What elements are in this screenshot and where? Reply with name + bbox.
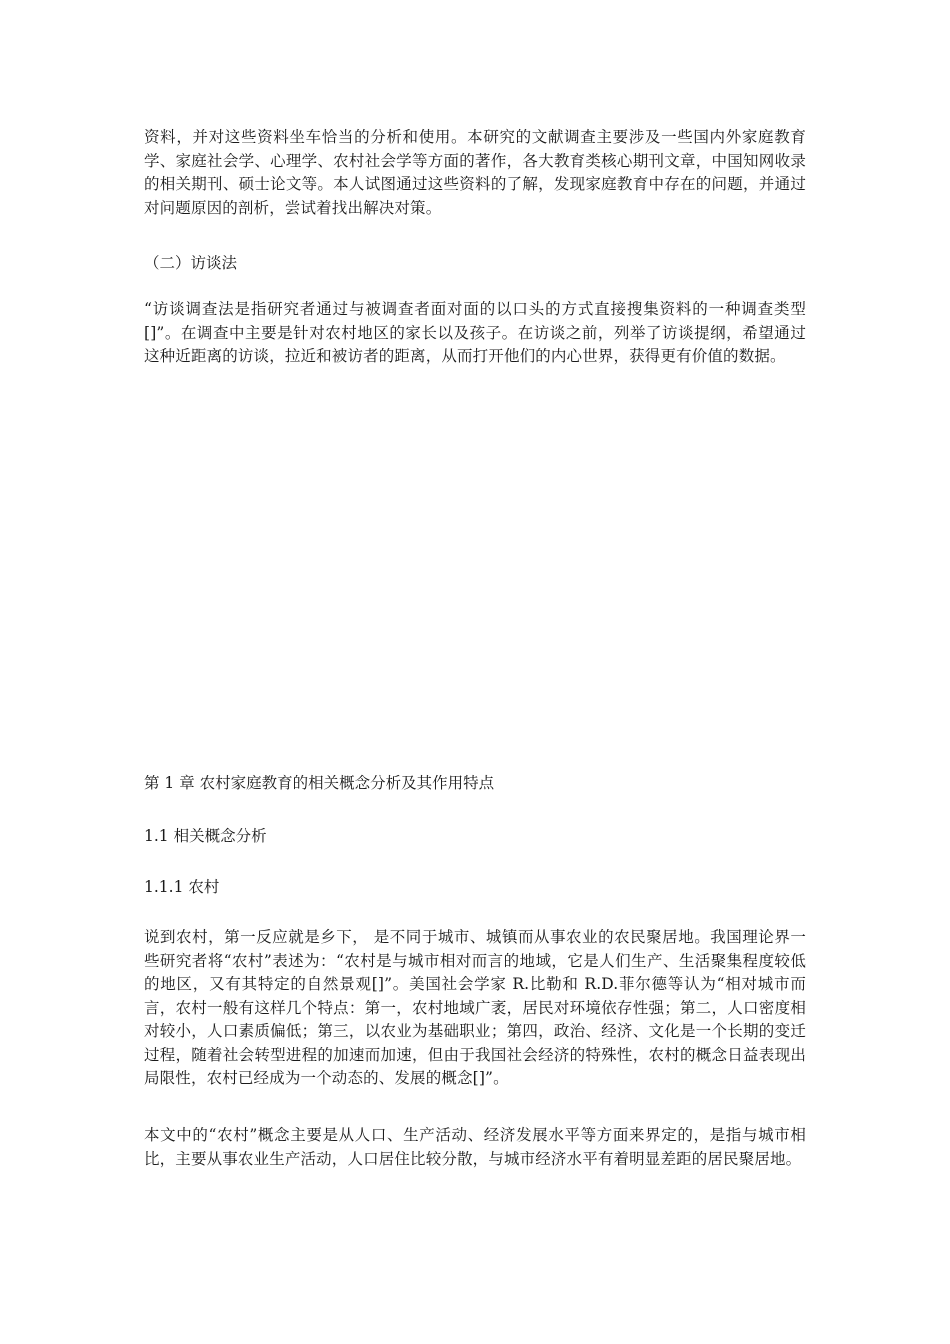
chapter-title: 第 1 章 农村家庭教育的相关概念分析及其作用特点: [144, 774, 495, 792]
heading-interview-method: （二）访谈法: [144, 254, 238, 272]
paragraph-interview-method: “访谈调查法是指研究者通过与被调查者面对面的以口头的方式直接搜集资料的一种调查类型[]”。在调查中主要是针对农村地区的家长以及孩子。在访谈之前，列举了访谈提纲，希望通过这种近距离的访谈，拉近和被访者的距离，从而打开他们的内心世界，获得更有价值的数据。: [144, 300, 806, 365]
paragraph-rural-concept: 本文中的“农村”概念主要是从人口、生产活动、经济发展水平等方面来界定的，是指与城市相比，主要从事农业生产活动，人口居住比较分散，与城市经济水平有着明显差距的居民聚居地。: [144, 1126, 806, 1168]
section-title: 1.1 相关概念分析: [144, 827, 267, 845]
subsection-title: 1.1.1 农村: [144, 878, 220, 896]
paragraph-literature-review: 资料，并对这些资料坐车恰当的分析和使用。本研究的文献调查主要涉及一些国内外家庭教育学、家庭社会学、心理学、农村社会学等方面的著作，各大教育类核心期刊文章，中国知网收录的相关期刊、硕士论文等。本人试图通过这些资料的了解，发现家庭教育中存在的问题，并通过对问题原因的剖析，尝试着找出解决对策。: [144, 128, 806, 217]
paragraph-rural-definition: 说到农村，第一反应就是乡下， 是不同于城市、城镇而从事农业的农民聚居地。我国理论界一些研究者将“农村”表述为：“农村是与城市相对而言的地域，它是人们生产、生活聚集程度较低的地区，又有其特定的自然景观[]”。美国社会学家 R.比勒和 R.D.菲尔德等认为“相对城市而言，农村一般有这样几个特点：第一，农村地域广袤，居民对环境依存性强；第二，人口密度相对较小，人口素质偏低；第三，以农业为基础职业；第四，政治、经济、文化是一个长期的变迁过程，随着社会转型进程的加速而加速，但由于我国社会经济的特殊性，农村的概念日益表现出局限性，农村已经成为一个动态的、发展的概念[]”。: [144, 928, 806, 1087]
